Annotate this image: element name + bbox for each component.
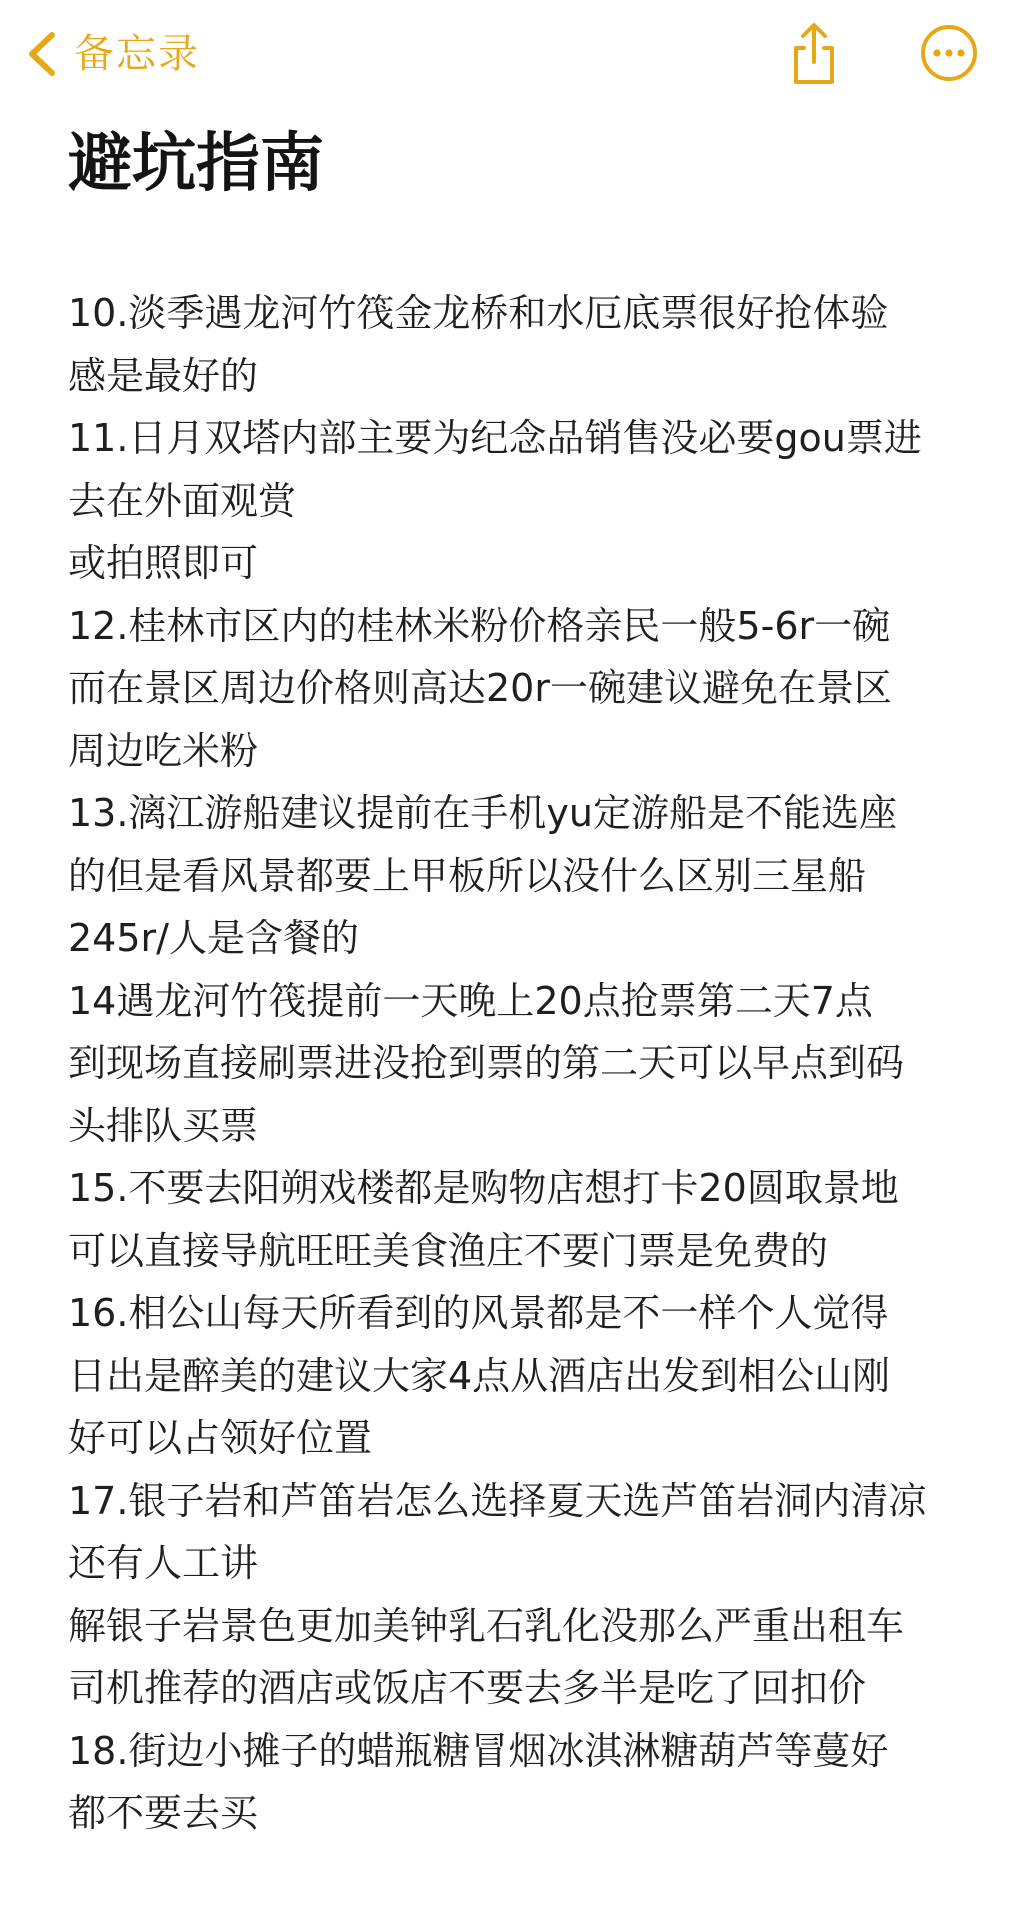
note-line[interactable]: 都不要去买 [68,1791,259,1835]
note-line[interactable]: 去在外面观赏 [68,478,297,523]
more-button[interactable] [920,24,978,82]
navigation-bar [0,0,1032,110]
note-line[interactable]: 15.不要去阳朔戏楼都是购物店想打卡20圆取景地 [68,1166,899,1210]
note-line[interactable]: 16.相公山每天所看到的风景都是不一样个人觉得 [68,1291,889,1335]
note-line[interactable]: 17.银子岩和芦笛岩怎么选择夏天选芦笛岩洞内清凉 [68,1478,927,1523]
note-line[interactable]: 13.漓江游船建议提前在手机yu定游船是不能选座 [68,791,898,835]
note-line[interactable]: 245r/人是含餐的 [68,916,359,960]
note-line[interactable]: 好可以占领好位置 [68,1416,373,1460]
note-title[interactable]: 避坑指南 [68,127,324,201]
note-line[interactable]: 感是最好的 [68,353,259,398]
more-icon [920,24,978,82]
note-line[interactable]: 18.街边小摊子的蜡瓶糖冒烟冰淇淋糖葫芦等蔓好 [68,1728,889,1773]
note-line[interactable]: 解银子岩景色更加美钟乳石乳化没那么严重出租车 [68,1603,905,1648]
note-line[interactable]: 14遇龙河竹筏提前一天晚上20点抢票第二天7点 [68,978,873,1023]
share-icon [784,18,844,88]
note-line[interactable]: 到现场直接刷票进没抢到票的第二天可以早点到码 [68,1041,905,1085]
back-label: 备忘录 [74,31,200,77]
note-line[interactable]: 周边吃米粉 [68,728,259,773]
note-body[interactable] [68,282,978,1845]
note-line[interactable]: 而在景区周边价格则高达20r一碗建议避免在景区 [68,666,892,710]
note-line[interactable]: 11.日月双塔内部主要为纪念品销售没必要gou票进 [68,416,922,460]
note-line[interactable]: 10.淡季遇龙河竹筏金龙桥和水厄底票很好抢体验 [68,291,889,335]
note-line[interactable]: 司机推荐的酒店或饭店不要去多半是吃了回扣价 [68,1666,867,1710]
note-line[interactable]: 或拍照即可 [68,541,259,585]
note-line[interactable]: 的但是看风景都要上甲板所以没什么区别三星船 [68,853,867,898]
chevron-left-icon [24,31,58,77]
note-line[interactable]: 还有人工讲 [68,1541,259,1585]
note-line[interactable]: 12.桂林市区内的桂林米粉价格亲民一般5-6r一碗 [68,603,891,648]
back-button[interactable] [24,26,200,82]
note-line[interactable]: 日出是醉美的建议大家4点从酒店出发到相公山刚 [68,1353,891,1398]
share-button[interactable] [784,18,844,88]
note-line[interactable]: 可以直接导航旺旺美食渔庄不要门票是免费的 [68,1228,829,1273]
note-line[interactable]: 头排队买票 [68,1103,259,1148]
